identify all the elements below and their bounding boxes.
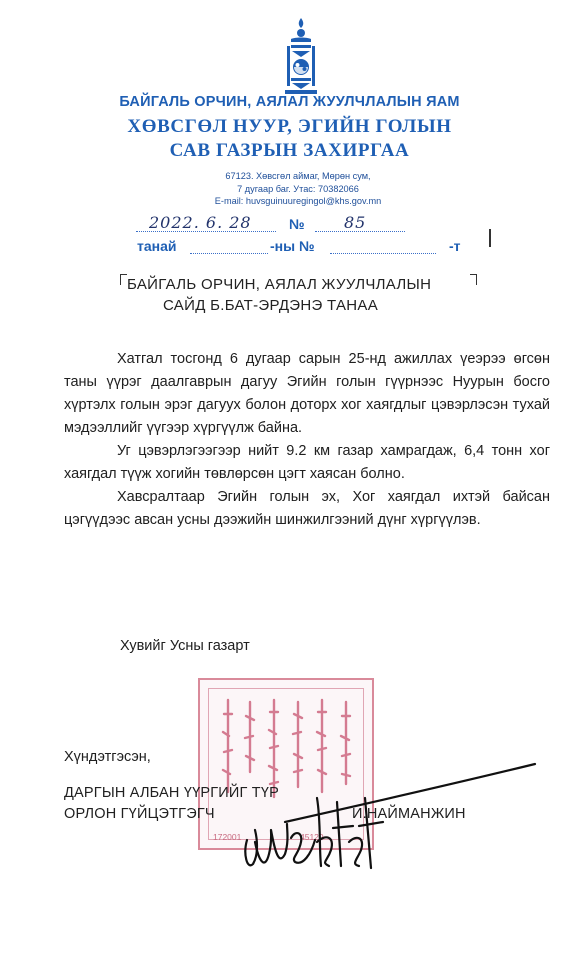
addressee-line1: БАЙГАЛЬ ОРЧИН, АЯЛАЛ ЖУУЛЧЛАЛЫН [127, 276, 432, 293]
signer-title-line1: ДАРГЫН АЛБАН ҮҮРГИЙГ ТҮР [64, 785, 279, 801]
margin-mark [489, 229, 491, 247]
body-paragraph-3: Хавсралтаар Эгийн голын эх, Хог хаягдал ихтэй байсан цэгүүдээс авсан усны дээжийн шинжилгээний дүнг хүргүүлэв. [64, 489, 550, 528]
copy-to-line: Хувийг Усны газарт [120, 638, 250, 654]
signer-title-line2: ОРЛОН ГҮЙЦЭТГЭГЧ [64, 806, 215, 822]
your-date-underline [190, 253, 268, 254]
number-label: № [289, 216, 305, 232]
t-label: -т [449, 238, 461, 254]
organization-name-line1: ХӨВСГӨЛ НУУР, ЭГИЙН ГОЛЫН [127, 116, 452, 137]
your-number-underline [330, 253, 436, 254]
contact-block [180, 170, 416, 208]
address-line: 67123. Хөвсгөл аймаг, Мөрөн сум, [225, 171, 371, 181]
regards-line: Хүндэтгэсэн, [64, 749, 151, 765]
your-label: танай [137, 238, 177, 254]
body-paragraph-2: Уг цэвэрлэгээгээр нийт 9.2 км газар хамрагдаж, 6,4 тонн хог хаягдал түүж хогийн төвлөрсөн цэгт хаясан болно. [64, 443, 550, 482]
addressee-corner-left [120, 274, 127, 285]
street-phone-line: 7 дугаар баг. Утас: 70382066 [237, 183, 359, 194]
stamp-code-2: 45129 [300, 832, 324, 842]
ny-number-label: -ны № [270, 238, 315, 254]
letter-number: 85 [344, 213, 367, 232]
stamp-code-1: 172001 [213, 832, 242, 842]
state-emblem-icon [277, 16, 325, 96]
addressee-line2: САЙД Б.БАТ-ЭРДЭНЭ ТАНАА [163, 297, 379, 314]
signer-name: И.НАЙМАНЖИН [352, 806, 466, 822]
addressee-corner-right [470, 274, 477, 285]
letter-date: 2022. 6. 28 [149, 213, 252, 232]
body-paragraph-1: Хатгал тосгонд 6 дугаар сарын 25-нд ажиллах үеэрээ өгсөн таны үүрэг даалгаврын дагуу Эгийн голын гүүрнээс Нуурын босго хүртэлх голын эрэг дагуух болон доторх хог хаягдлыг цэвэрлэсэн тухай мэдээллийг үүгээр хүргүүлж байна. [64, 351, 550, 436]
handwritten-signature-icon [225, 742, 545, 882]
organization-name-line2: САВ ГАЗРЫН ЗАХИРГАА [169, 140, 410, 161]
email-line: E-mail: huvsguinuuregingol@khs.gov.mn [214, 196, 382, 206]
ministry-name: БАЙГАЛЬ ОРЧИН, АЯЛАЛ ЖУУЛЧЛАЛЫН ЯАМ [119, 94, 460, 110]
letter-body [64, 348, 550, 532]
